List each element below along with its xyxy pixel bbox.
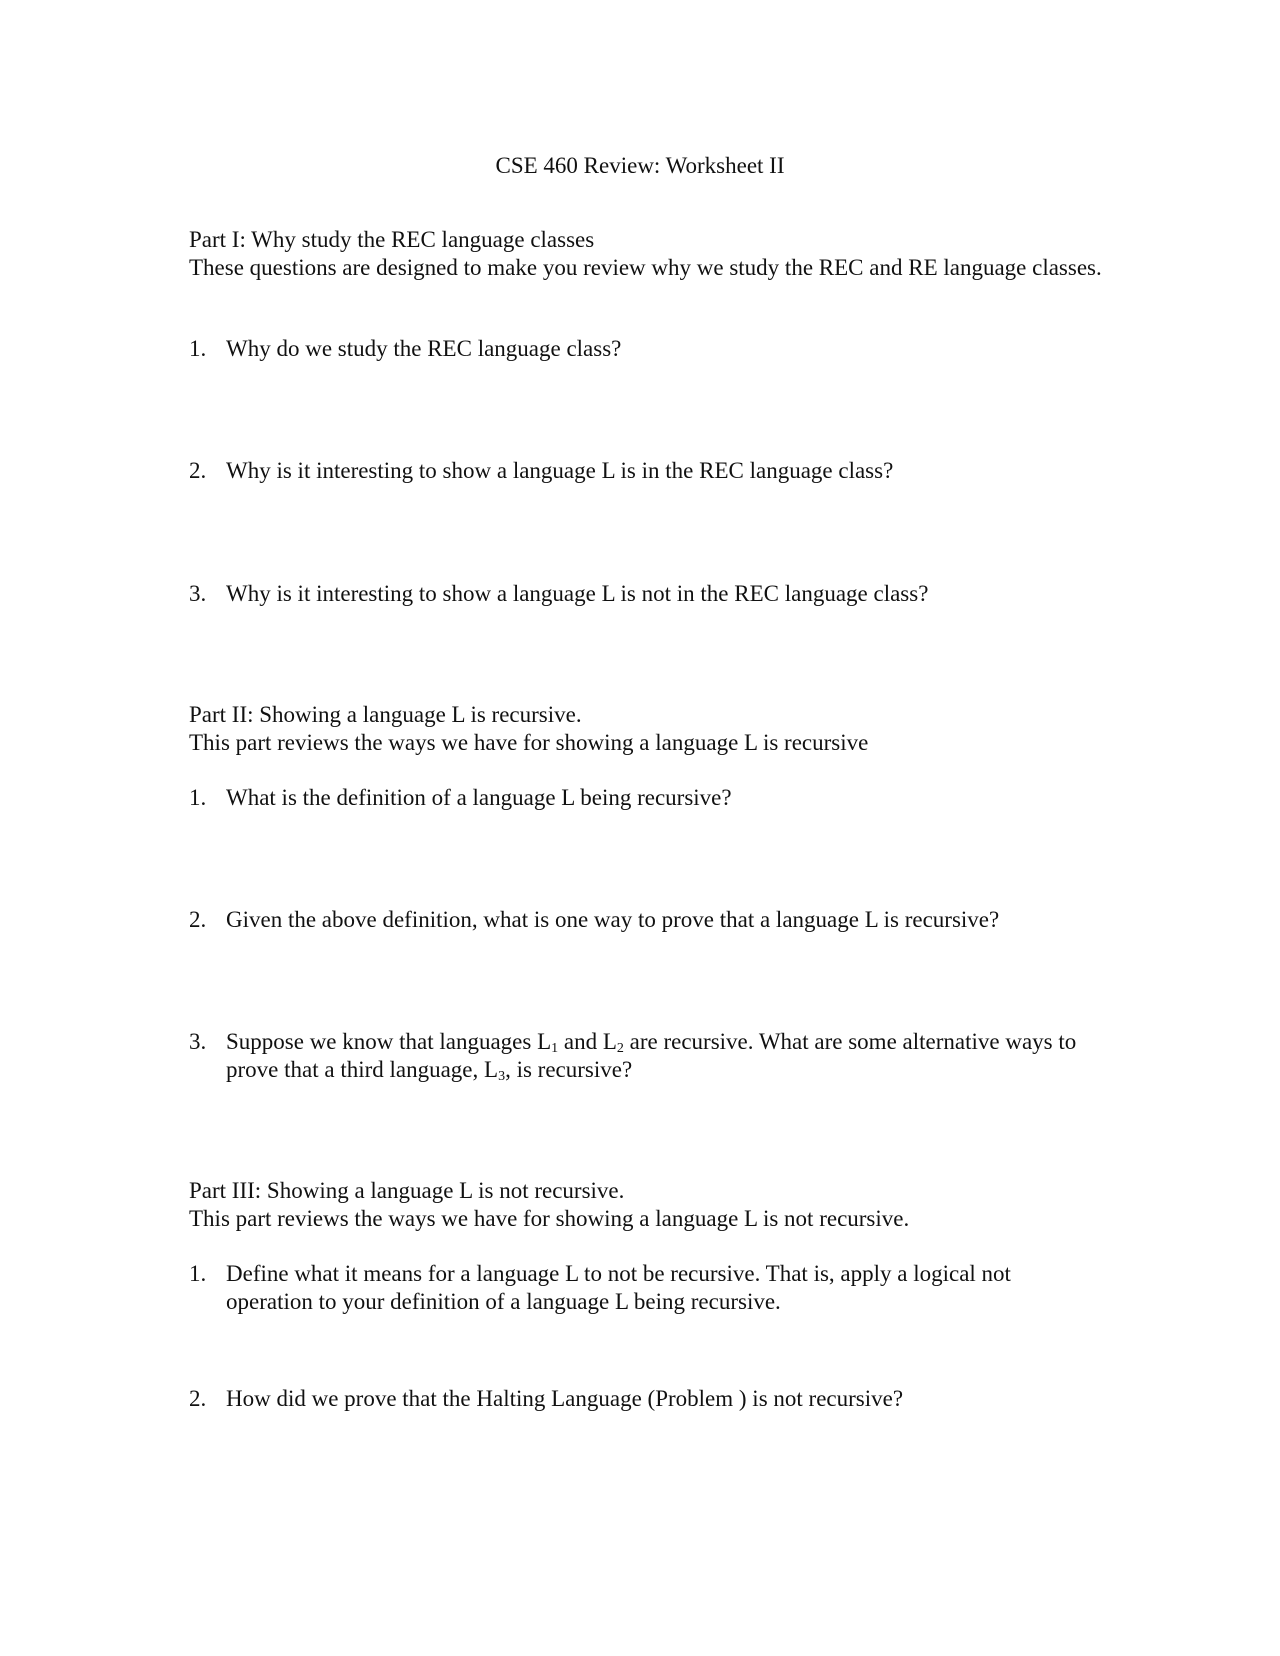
question-text: Given the above definition, what is one way to prove that a language L is recursive? [226, 907, 1000, 932]
part-2-intro: This part reviews the ways we have for showing a language L is recursive [189, 730, 869, 755]
question-number: 2. [189, 458, 207, 483]
question-number: 1. [189, 1261, 207, 1286]
question-text: Why is it interesting to show a language L is not in the REC language class? [226, 581, 929, 606]
part-1-heading: Part I: Why study the REC language classes [189, 227, 595, 252]
part-3-header [189, 1177, 1129, 1233]
question-text: Why is it interesting to show a language L is in the REC language class? [226, 458, 894, 483]
document-title: CSE 460 Review: Worksheet II [495, 153, 785, 178]
question-text: Define what it means for a language L to not be recursive. That is, apply a logical not operation to your definition of a language L being recursive. [226, 1261, 1011, 1314]
part-2-header [189, 701, 1129, 757]
question-number: 1. [189, 785, 207, 810]
question-number: 3. [189, 1029, 207, 1054]
question-number: 2. [189, 1386, 207, 1411]
question-number: 2. [189, 907, 207, 932]
part-2-heading: Part II: Showing a language L is recursive. [189, 702, 582, 727]
question-number: 3. [189, 581, 207, 606]
part-3-heading: Part III: Showing a language L is not recursive. [189, 1178, 625, 1203]
question-text: Suppose we know that languages $L_1$ and $L_2$ are recursive. What are some alternative ways to prove that a third language, $L_3$, is recursive? [226, 1029, 1077, 1084]
question-text: How did we prove that the Halting Language (Problem ) is not recursive? [226, 1386, 904, 1411]
part-1-intro: These questions are designed to make you review why we study the REC and RE language classes. [189, 255, 1102, 280]
question-text: What is the definition of a language L being recursive? [226, 785, 732, 810]
question-text: Why do we study the REC language class? [226, 336, 622, 361]
question-number: 1. [189, 336, 207, 361]
part-3-intro: This part reviews the ways we have for showing a language L is not recursive. [189, 1206, 910, 1231]
part-1-header [189, 226, 1129, 282]
